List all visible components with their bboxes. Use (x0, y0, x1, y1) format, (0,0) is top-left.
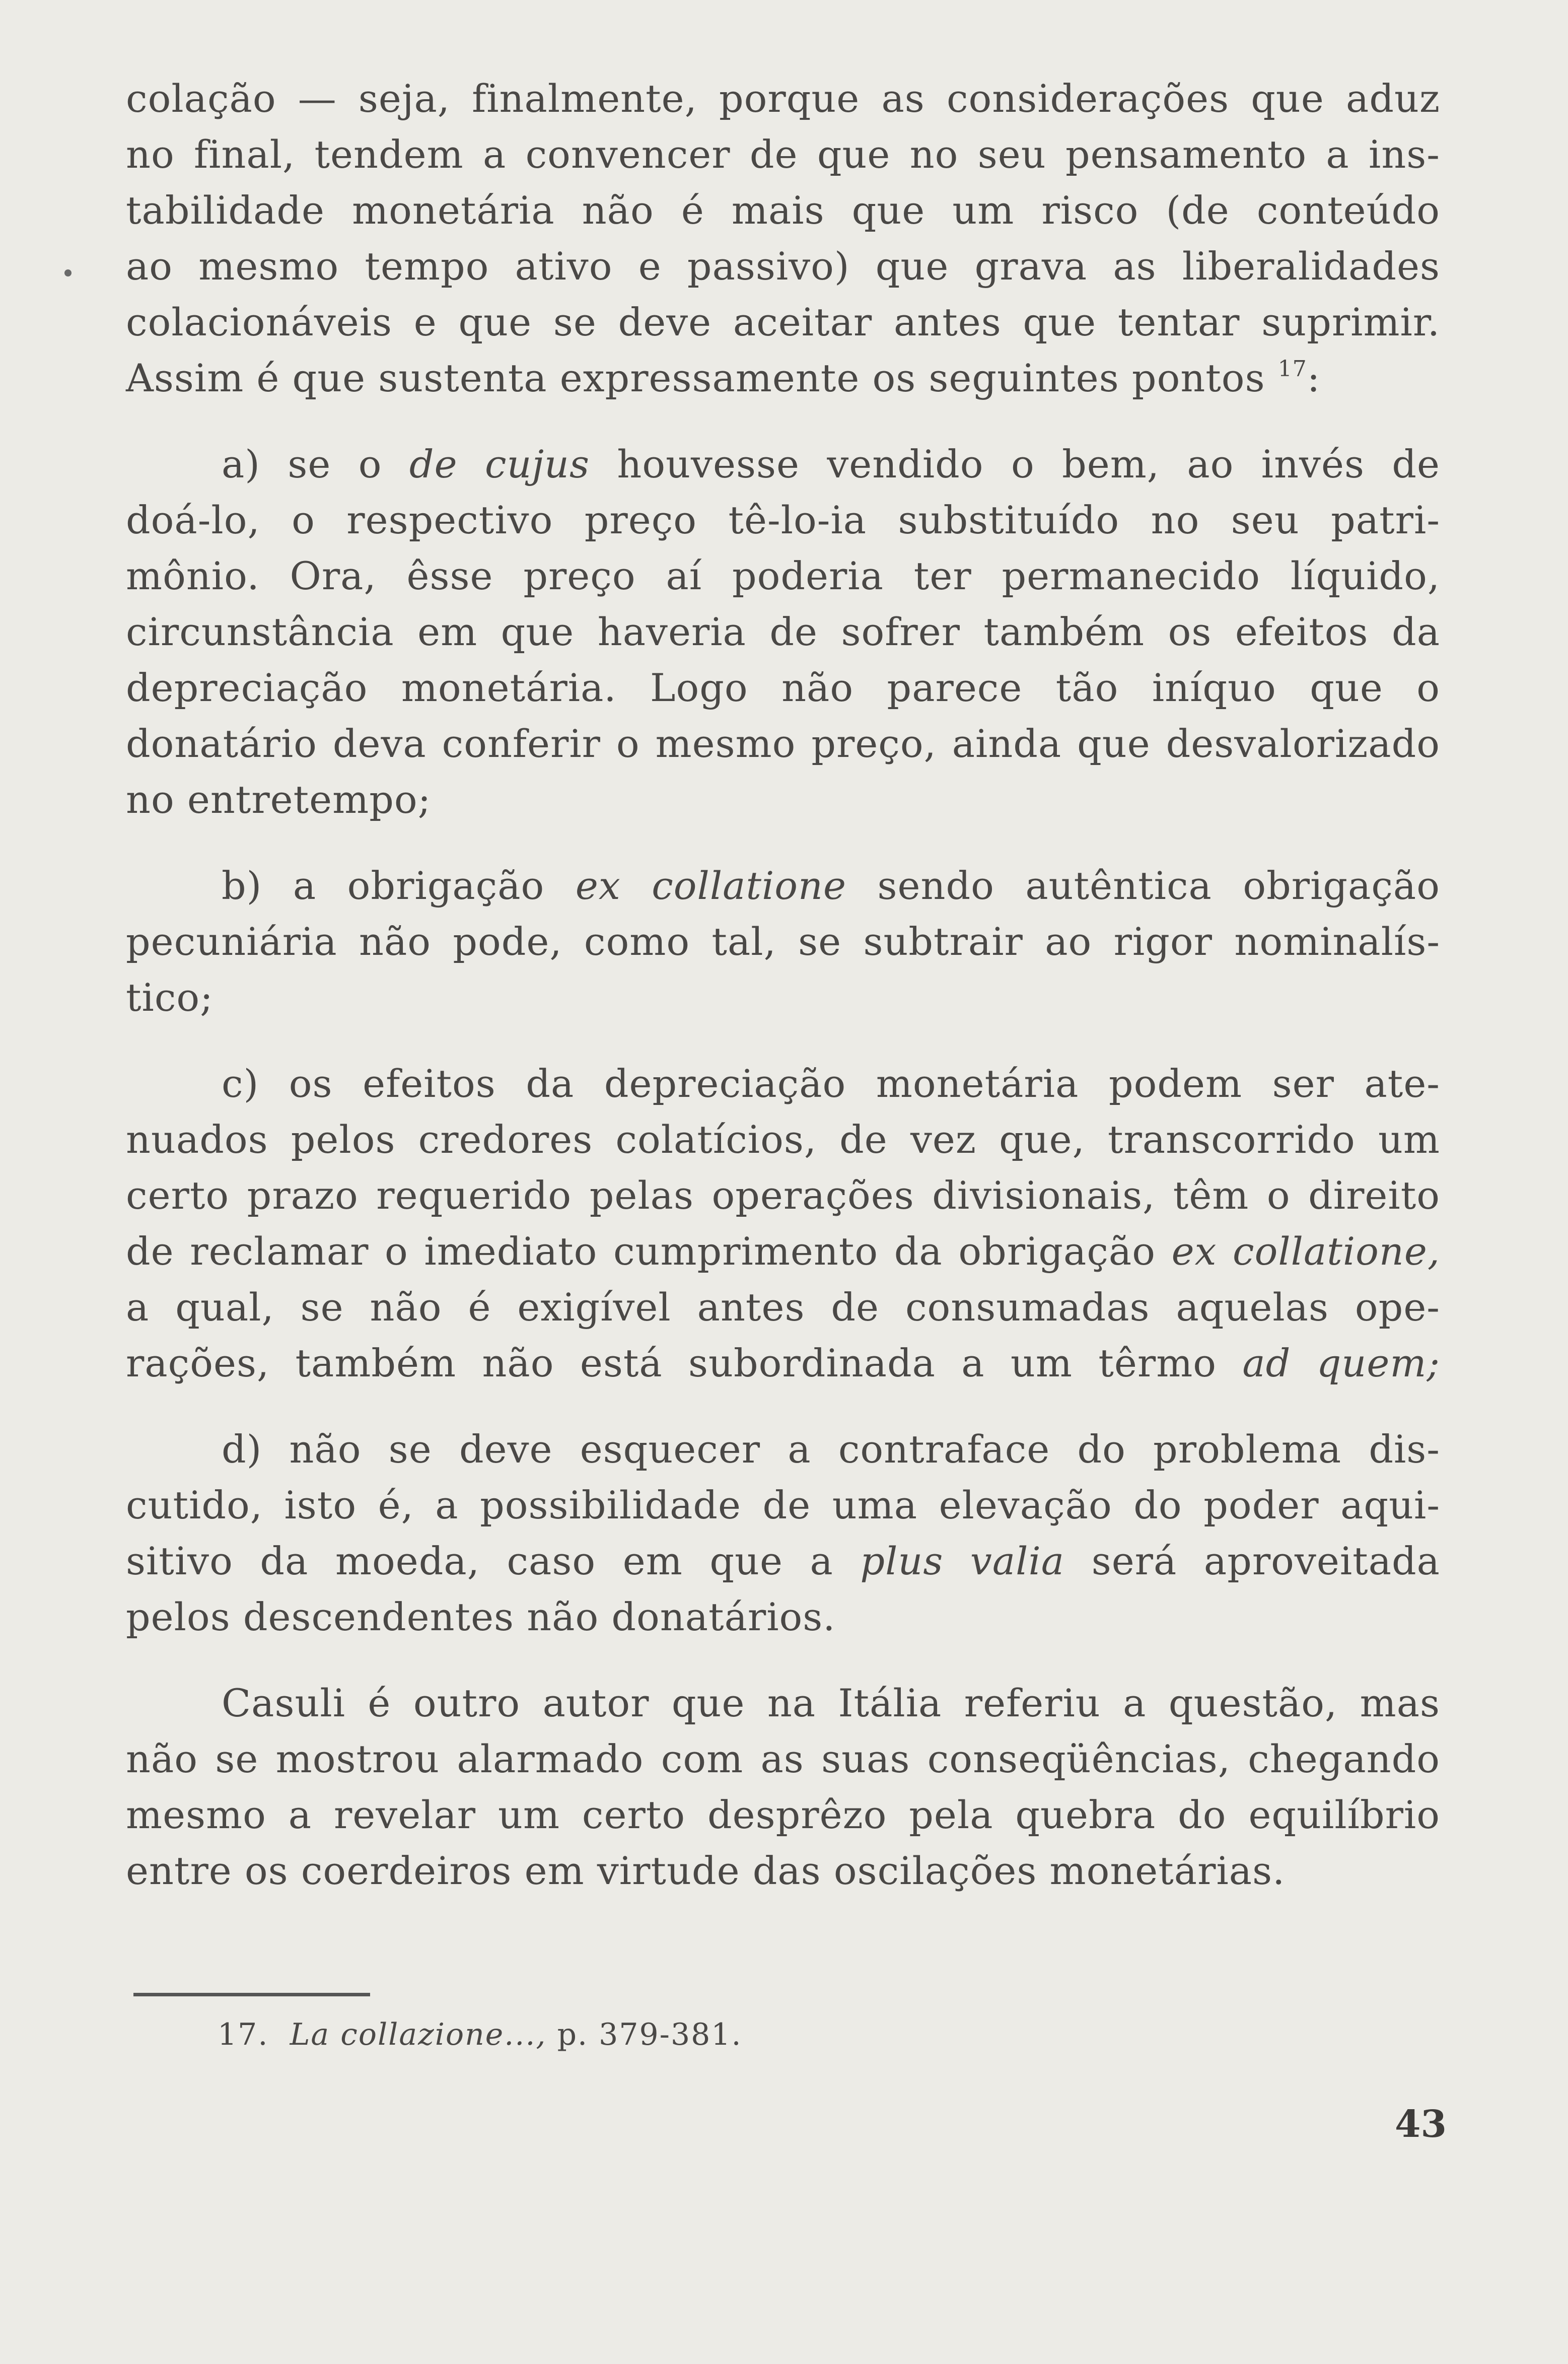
text-line (126, 1533, 1440, 1589)
text-span: não se deve esquecer a contraface do problema dis- (289, 1427, 1440, 1472)
footnote-title: La collazione..., (290, 2017, 547, 2052)
text-span: os efeitos da depreciação monetária podem ser ate- (289, 1061, 1440, 1106)
text-line: mônio. Ora, êsse preço aí poderia ter permanecido líquido, (126, 553, 1440, 598)
page-number: 43 (1395, 2103, 1447, 2146)
text-line: mesmo a revelar um certo desprêzo pela quebra do equilíbrio (126, 1792, 1440, 1837)
margin-mark (64, 269, 72, 276)
text-line: no entretempo; (126, 777, 432, 822)
text-line: nuados pelos credores colatícios, de vez que, transcorrido um (126, 1117, 1440, 1162)
text-span: houvesse vendido o bem, ao invés de (617, 442, 1440, 486)
text-span: rações, também não está subordinada a um têrmo (126, 1341, 1217, 1385)
footnote-number: 17. (218, 2017, 269, 2052)
footnote (218, 2014, 742, 2055)
italic-term: ex collatione, (1171, 1229, 1440, 1274)
text-line (126, 436, 1440, 492)
text-line (126, 1223, 1440, 1279)
text-span: sendo autêntica obrigação (877, 863, 1440, 908)
text-span: a obrigação (293, 863, 545, 908)
text-line: pelos descendentes não donatários. (126, 1594, 836, 1639)
text-line: Casuli é outro autor que na Itália referiu a questão, mas (222, 1681, 1440, 1725)
text-line: donatário deva conferir o mesmo preço, ainda que desvalorizado (126, 721, 1440, 766)
list-item-d (126, 1421, 1440, 1645)
text-span: será aproveitada (1091, 1539, 1440, 1583)
text-line: circunstância em que haveria de sofrer também os efeitos da (126, 609, 1440, 654)
italic-term: plus valia (860, 1539, 1065, 1583)
text-line: ao mesmo tempo ativo e passivo) que grava as liberalidades (126, 244, 1440, 289)
text-line: certo prazo requerido pelas operações divisionais, têm o direito (126, 1173, 1440, 1218)
text-line (126, 1056, 1440, 1111)
list-item-c (126, 1056, 1440, 1391)
intro-paragraph (126, 71, 1440, 406)
italic-term: ex collatione (575, 863, 846, 908)
text-line: colacionáveis e que se deve aceitar antes que tentar suprimir. (126, 300, 1440, 344)
text-line: no final, tendem a convencer de que no seu pensamento a ins- (126, 132, 1440, 177)
footnote-pages: p. 379-381. (557, 2017, 742, 2052)
text-line: a qual, se não é exigível antes de consumadas aquelas ope- (126, 1285, 1440, 1330)
text-span: sitivo da moeda, caso em que a (126, 1539, 833, 1583)
item-label: d) (222, 1427, 262, 1472)
text-line: tabilidade monetária não é mais que um risco (de conteúdo (126, 188, 1440, 233)
text-line: não se mostrou alarmado com as suas conseqüências, chegando (126, 1736, 1440, 1781)
item-label: c) (222, 1061, 259, 1106)
text-line: doá-lo, o respectivo preço tê-lo-ia substituído no seu patri- (126, 498, 1440, 542)
text-span: Assim é que sustenta expressamente os seguintes pontos (126, 356, 1265, 400)
punctuation: : (1307, 356, 1321, 400)
text-span: de reclamar o imediato cumprimento da obrigação (126, 1229, 1156, 1274)
text-line (126, 1421, 1440, 1477)
text-line: depreciação monetária. Logo não parece tão iníquo que o (126, 665, 1440, 710)
page-body (126, 71, 1440, 1899)
text-line (126, 1335, 1440, 1391)
text-line: entre os coerdeiros em virtude das oscilações monetárias. (126, 1848, 1286, 1893)
list-item-a (126, 436, 1440, 827)
item-label: a) (222, 442, 260, 486)
italic-term: de cujus (409, 442, 590, 486)
italic-term: ad quem; (1242, 1341, 1440, 1385)
text-line: pecuniária não pode, como tal, se subtrair ao rigor nominalís- (126, 919, 1440, 964)
footnote-ref[interactable]: 17 (1277, 356, 1307, 382)
text-line: tico; (126, 975, 213, 1020)
item-label: b) (222, 863, 262, 908)
text-line: colação — seja, finalmente, porque as considerações que aduz (126, 76, 1440, 121)
closing-paragraph (126, 1675, 1440, 1899)
text-line: cutido, isto é, a possibilidade de uma elevação do poder aqui- (126, 1483, 1440, 1527)
list-item-b (126, 858, 1440, 1025)
text-span: se o (288, 442, 382, 486)
text-line (126, 858, 1440, 914)
text-line (126, 350, 1440, 406)
footnote-divider (133, 1993, 370, 1996)
